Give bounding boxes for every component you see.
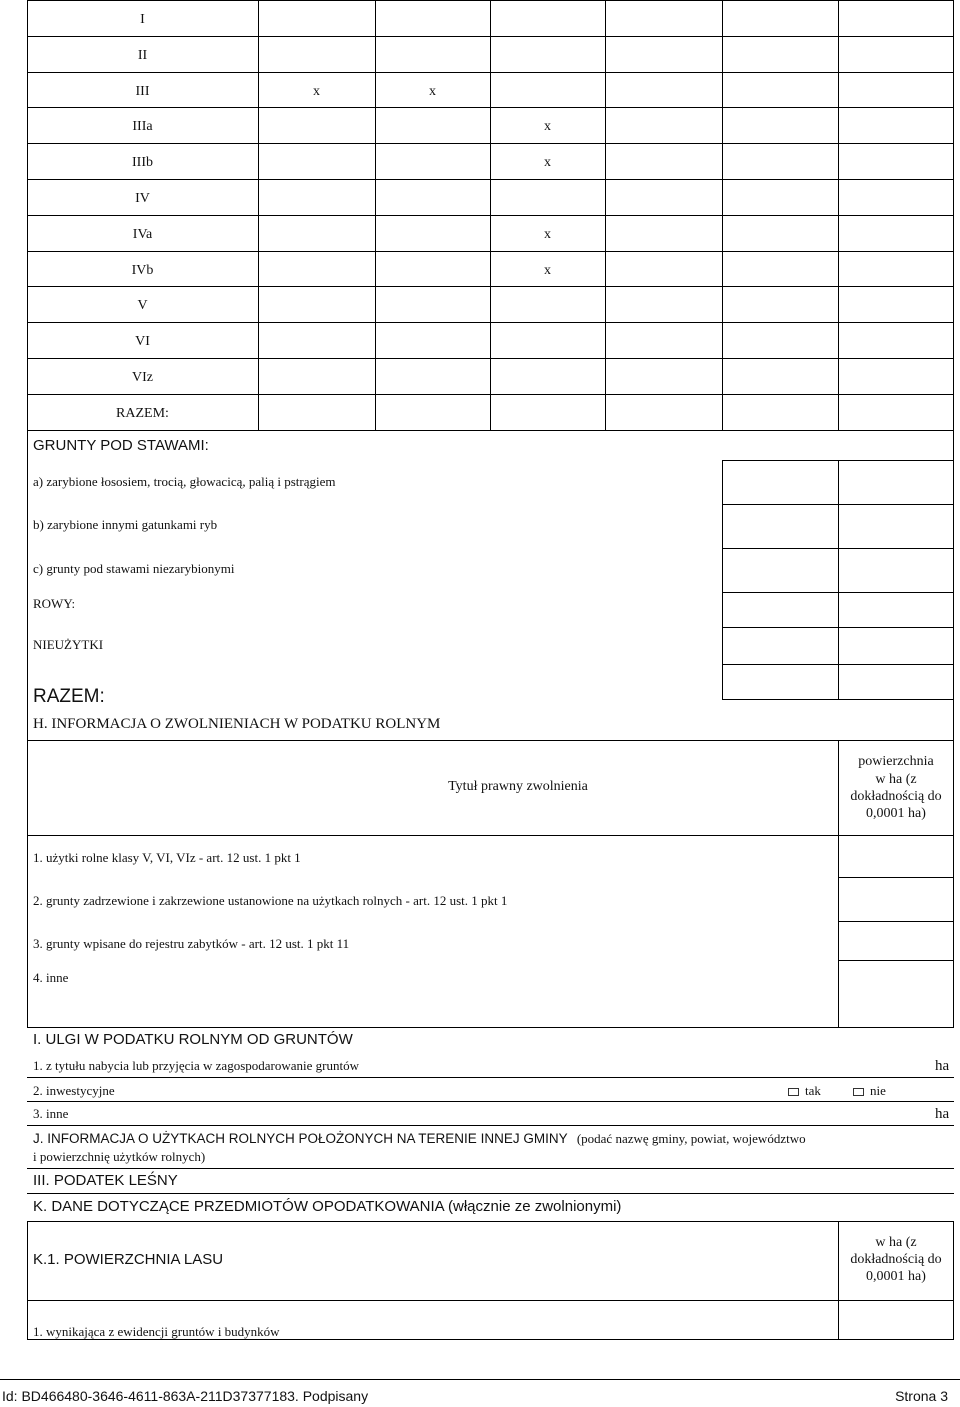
table-cell: x	[313, 84, 320, 99]
class-label: I	[140, 12, 145, 27]
table-cell: x	[544, 227, 551, 242]
section-h-title: H. INFORMACJA O ZWOLNIENIACH W PODATKU ROLNYM	[33, 716, 441, 732]
class-label: VI	[135, 334, 150, 349]
section-j-note-b: i powierzchnię użytków rolnych)	[33, 1149, 206, 1164]
section-iii-title: III. PODATEK LEŚNY	[33, 1172, 178, 1189]
class-label: V	[137, 298, 148, 313]
section-j-heading	[33, 1131, 806, 1147]
nie-label: nie	[870, 1083, 886, 1098]
table-cell: x	[544, 155, 551, 170]
tak-checkbox[interactable]	[788, 1088, 799, 1096]
class-label: IIIa	[132, 119, 153, 134]
class-label: RAZEM:	[116, 406, 169, 421]
exemption-item-1: 1. użytki rolne klasy V, VI, VIz - art. 12 ust. 1 pkt 1	[33, 850, 301, 865]
tak-option[interactable]	[788, 1083, 821, 1099]
section-k1-title: K.1. POWIERZCHNIA LASU	[33, 1251, 224, 1268]
nie-checkbox[interactable]	[853, 1088, 864, 1096]
area-header-1: powierzchnia	[858, 754, 934, 769]
area-header-3: dokładnością do	[850, 789, 942, 804]
relief-unit-3: ha	[935, 1106, 950, 1122]
class-label: II	[137, 48, 148, 63]
class-label: VIz	[132, 370, 153, 385]
exemption-title-header: Tytuł prawny zwolnienia	[448, 779, 588, 794]
ponds-total-label: RAZEM:	[33, 686, 105, 707]
exemption-item-2: 2. grunty zadrzewione i zakrzewione ustanowione na użytkach rolnych - art. 12 ust. 1 pkt 1	[33, 893, 508, 908]
class-label: IV	[135, 191, 150, 206]
forest-area-header-1: w ha (z	[875, 1235, 917, 1250]
forest-area-header-2: dokładnością do	[850, 1252, 942, 1267]
forest-item-1: 1. wynikająca z ewidencji gruntów i budynków	[33, 1324, 280, 1339]
exemption-item-4: 4. inne	[33, 970, 69, 985]
area-header-2: w ha (z	[875, 772, 917, 787]
relief-item-2: 2. inwestycyjne	[33, 1083, 115, 1098]
section-i-title: I. ULGI W PODATKU ROLNYM OD GRUNTÓW	[33, 1031, 353, 1048]
ponds-item-b: b) zarybione innymi gatunkami ryb	[33, 517, 218, 532]
class-label: IVa	[132, 227, 153, 242]
ditches-label: ROWY:	[33, 596, 76, 611]
ponds-item-c: c) grunty pod stawami niezarybionymi	[33, 561, 235, 576]
nie-option[interactable]	[853, 1083, 886, 1099]
table-cell: x	[429, 84, 436, 99]
class-label: IVb	[131, 263, 154, 278]
relief-unit-1: ha	[935, 1058, 950, 1074]
area-header-4: 0,0001 ha)	[866, 806, 926, 821]
class-label: IIIb	[132, 155, 153, 170]
class-label: III	[135, 84, 150, 99]
exemption-item-3: 3. grunty wpisane do rejestru zabytków - art. 12 ust. 1 pkt 11	[33, 936, 350, 951]
tak-label: tak	[805, 1083, 821, 1098]
section-j-title: J. INFORMACJA O UŻYTKACH ROLNYCH POŁOŻONYCH NA TERENIE INNEJ GMINY	[33, 1131, 568, 1146]
table-cell: x	[544, 263, 551, 278]
wasteland-label: NIEUŻYTKI	[33, 637, 104, 652]
ponds-heading: GRUNTY POD STAWAMI:	[33, 437, 209, 454]
section-k-title: K. DANE DOTYCZĄCE PRZEDMIOTÓW OPODATKOWANIA (włącznie ze zwolnionymi)	[33, 1198, 622, 1215]
ponds-item-a: a) zarybione łososiem, trocią, głowacicą, palią i pstrągiem	[33, 474, 336, 489]
section-j-note-a: (podać nazwę gminy, powiat, województwo	[576, 1131, 806, 1146]
forest-area-header-3: 0,0001 ha)	[866, 1269, 926, 1284]
table-cell: x	[544, 119, 551, 134]
relief-item-1: 1. z tytułu nabycia lub przyjęcia w zagospodarowanie gruntów	[33, 1058, 359, 1073]
footer-id: Id: BD466480-3646-4611-863A-211D37377183. Podpisany	[2, 1388, 369, 1404]
relief-item-3: 3. inne	[33, 1106, 69, 1121]
footer-page-number: Strona 3	[895, 1388, 948, 1404]
